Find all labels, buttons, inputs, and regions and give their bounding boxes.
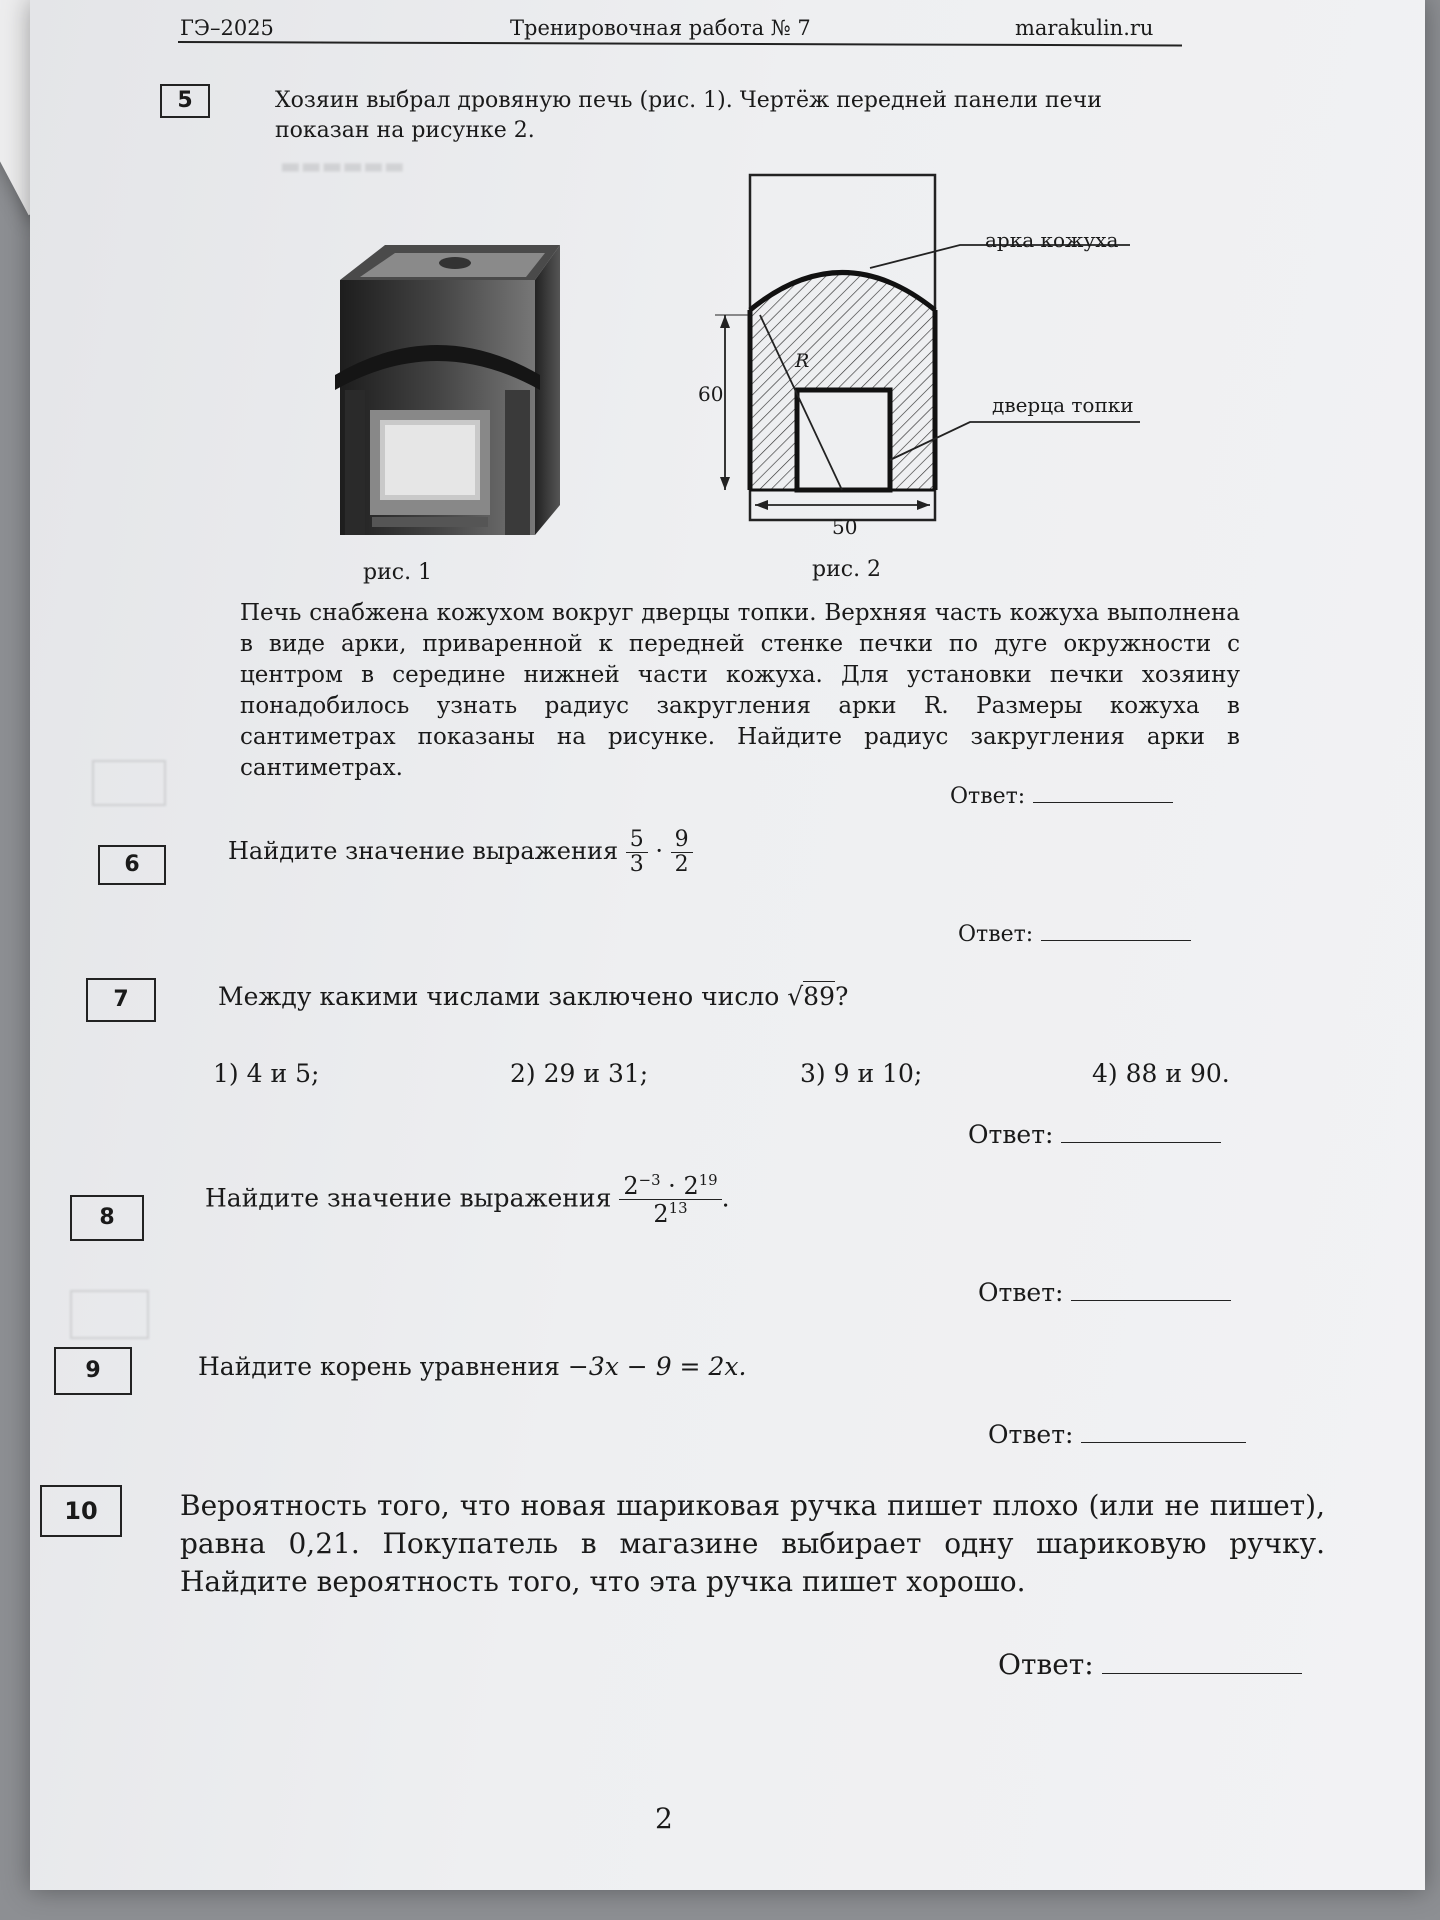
header-center: Тренировочная работа № 7 (510, 16, 811, 40)
answer-field[interactable] (1102, 1645, 1302, 1674)
task-number-box: 10 (40, 1485, 122, 1537)
multiply-dot: · (655, 837, 664, 866)
task6-question-row (228, 828, 693, 877)
answer-field[interactable] (1041, 916, 1191, 941)
stove-drawing-figure (670, 160, 1170, 550)
task7-option-2: 2) 29 и 31; (510, 1059, 649, 1088)
page-number: 2 (655, 1802, 673, 1835)
task-number-box: 8 (70, 1195, 144, 1241)
answer-label: Ответ: (950, 784, 1026, 809)
question-mark: ? (834, 982, 849, 1011)
arch-label: арка кожуха (985, 228, 1119, 252)
task10-body: Вероятность того, что новая шариковая ручка пишет плохо (или не пишет), равна 0,21. Покупатель в магазине выбирает одну шариковую ручку. Найдите вероятность того, что эта ручка пишет хорошо. (180, 1489, 1325, 1598)
fraction-9-2: $\frac{9}{2}$ (671, 828, 693, 877)
answer-field[interactable] (1081, 1418, 1246, 1443)
height-dimension-value: 60 (698, 382, 724, 406)
task9-answer (988, 1418, 1246, 1452)
task6-answer (958, 916, 1191, 950)
task6-question: Найдите значение выражения (228, 837, 619, 866)
equation: −3x − 9 = 2x. (567, 1352, 747, 1381)
exam-page (30, 0, 1425, 1890)
bleed-through-box (92, 760, 166, 806)
task8-question-row (205, 1172, 730, 1228)
stove-photo-figure (330, 235, 620, 555)
task5-body: Печь снабжена кожухом вокруг дверцы топки. Верхняя часть кожуха выполнена в виде арки, приваренной к передней стенке печки по дуге окружности с центром в середине нижней части кожуха. Для установки печки хозяину понадобилось узнать радиус закругления арки R. Размеры кожуха в сантиметрах показаны на рисунке. Найдите радиус закругления арки в сантиметрах. (240, 600, 1240, 781)
radius-label: R (795, 350, 810, 372)
fig1-caption: рис. 1 (363, 560, 433, 585)
period: . (721, 1183, 730, 1213)
bleed-through-text: ▬▬▬▬▬▬ (280, 154, 405, 179)
radicand: 89 (803, 982, 835, 1011)
task-number-box: 9 (54, 1347, 132, 1395)
answer-field[interactable] (1033, 778, 1173, 803)
answer-label: Ответ: (998, 1648, 1094, 1681)
task7-option-1: 1) 4 и 5; (213, 1059, 320, 1088)
task7-question: Между какими числами заключено число (218, 982, 780, 1011)
answer-label: Ответ: (958, 922, 1034, 947)
task7-option-3: 3) 9 и 10; (800, 1059, 923, 1088)
answer-label: Ответ: (968, 1120, 1054, 1149)
header-left: ГЭ–2025 (180, 16, 274, 40)
task7-option-4: 4) 88 и 90. (1092, 1059, 1230, 1088)
fraction-5-3: $\frac{5}{3}$ (626, 828, 648, 877)
answer-field[interactable] (1061, 1118, 1221, 1143)
task5-answer (950, 778, 1173, 812)
task10-answer (998, 1645, 1302, 1684)
answer-field[interactable] (1071, 1276, 1231, 1301)
task-number-box: 6 (98, 845, 166, 885)
header-rule (178, 41, 1182, 47)
task-number-box: 5 (160, 84, 210, 118)
task5-intro: Хозяин выбрал дровяную печь (рис. 1). Чертёж передней панели печи показан на рисунке 2. (275, 88, 1102, 143)
width-dimension-value: 50 (832, 515, 858, 539)
header-right: marakulin.ru (1015, 16, 1154, 40)
task-number-box: 7 (86, 978, 156, 1022)
task7-question-row (218, 980, 848, 1014)
task9-question: Найдите корень уравнения (198, 1352, 560, 1381)
fig2-caption: рис. 2 (812, 557, 882, 582)
answer-label: Ответ: (988, 1420, 1074, 1449)
sqrt-sign: √ (787, 982, 804, 1011)
power-fraction: $\frac{2^{-3} \cdot 2^{19}}{2^{13}}$ (619, 1172, 721, 1228)
task9-question-row (198, 1350, 746, 1384)
task7-answer (968, 1118, 1221, 1152)
bleed-through-box (70, 1290, 149, 1339)
door-opening (797, 390, 890, 490)
answer-label: Ответ: (978, 1278, 1064, 1307)
task8-answer (978, 1276, 1231, 1310)
door-label: дверца топки (992, 393, 1134, 417)
task8-question: Найдите значение выражения (205, 1183, 612, 1213)
